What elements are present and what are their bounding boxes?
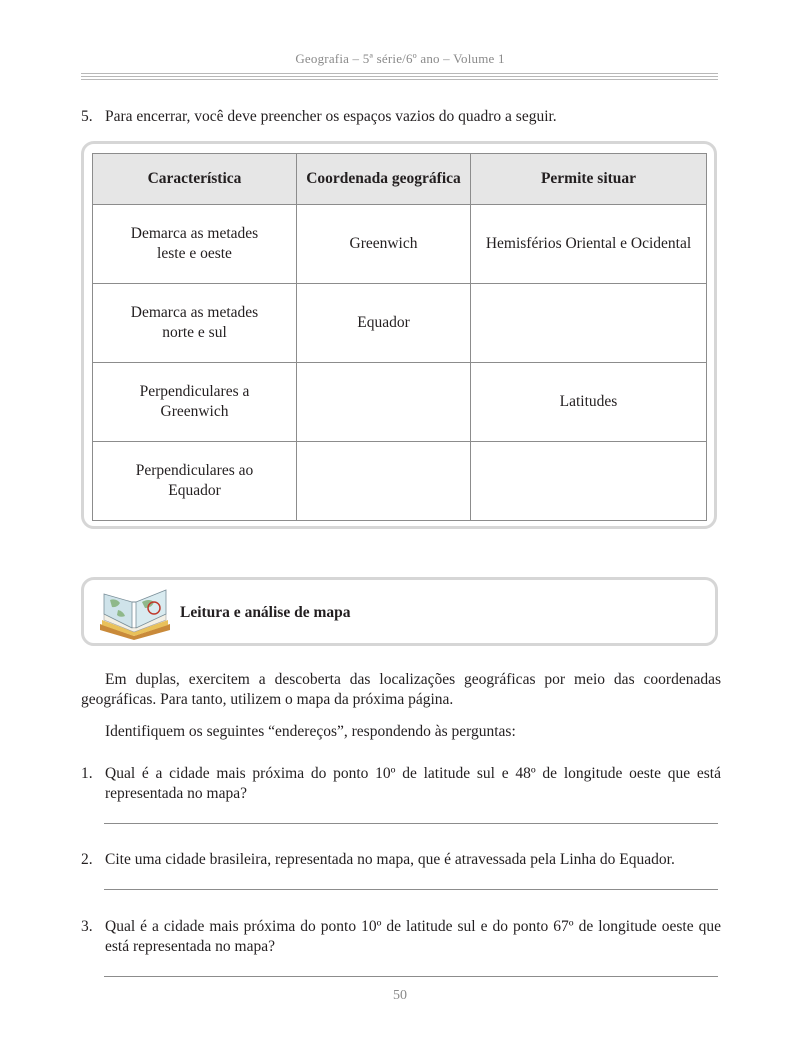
table-row <box>93 205 707 284</box>
quadro-table <box>92 153 707 521</box>
page-number: 50 <box>393 988 407 1003</box>
header-caracteristica: Característica <box>93 154 297 205</box>
question-2 <box>81 850 721 870</box>
table-cell: Demarca as metades leste e oeste <box>93 205 297 284</box>
table-header-row <box>93 154 707 205</box>
header-rule <box>81 76 718 77</box>
header-coordenada: Coordenada geográfica <box>297 154 471 205</box>
table-cell: Perpendiculares a Greenwich <box>93 363 297 442</box>
question-number: 2. <box>81 851 93 868</box>
table-cell: Greenwich <box>297 205 471 284</box>
table-cell: Latitudes <box>471 363 707 442</box>
question-5 <box>81 107 721 127</box>
intro-paragraph: Identifiquem os seguintes “endereços”, respondendo às perguntas: <box>105 723 516 740</box>
question-text: Cite uma cidade brasileira, representada no mapa, que é atravessada pela Linha do Equador. <box>105 851 675 868</box>
table-cell-empty <box>471 442 707 521</box>
table-cell: Equador <box>297 284 471 363</box>
table-cell: Hemisférios Oriental e Ocidental <box>471 205 707 284</box>
answer-line-3[interactable] <box>104 976 718 977</box>
table-cell: Perpendiculares ao Equador <box>93 442 297 521</box>
intro-paragraph: Em duplas, exercitem a descoberta das localizações geográficas por meio das coordenadas geográficas. Para tanto, utilizem o mapa da próxima página. <box>81 671 721 708</box>
header-rule <box>81 79 718 80</box>
header-rule <box>81 73 718 74</box>
section-box <box>81 577 718 646</box>
question-number: 1. <box>81 765 93 782</box>
question-text: Qual é a cidade mais próxima do ponto 10º de latitude sul e do ponto 67º de longitude oeste que está representada no mapa? <box>105 918 721 955</box>
question-number: 3. <box>81 918 93 935</box>
running-header: Geografia – 5ª série/6º ano – Volume 1 <box>295 51 505 66</box>
table-row <box>93 284 707 363</box>
open-book-map-icon <box>94 584 174 640</box>
answer-line-1[interactable] <box>104 823 718 824</box>
question-text: Qual é a cidade mais próxima do ponto 10º de latitude sul e 48º de longitude oeste que está representada no mapa? <box>105 765 721 802</box>
header-permite-situar: Permite situar <box>471 154 707 205</box>
question-number: 5. <box>81 108 93 125</box>
question-1 <box>81 764 721 804</box>
table-row <box>93 363 707 442</box>
question-text: Para encerrar, você deve preencher os espaços vazios do quadro a seguir. <box>105 108 557 125</box>
question-3 <box>81 917 721 957</box>
table-row <box>93 442 707 521</box>
table-cell-empty <box>297 363 471 442</box>
section-title: Leitura e análise de mapa <box>180 604 351 621</box>
answer-line-2[interactable] <box>104 889 718 890</box>
table-cell-empty <box>471 284 707 363</box>
table-cell: Demarca as metades norte e sul <box>93 284 297 363</box>
table-cell-empty <box>297 442 471 521</box>
